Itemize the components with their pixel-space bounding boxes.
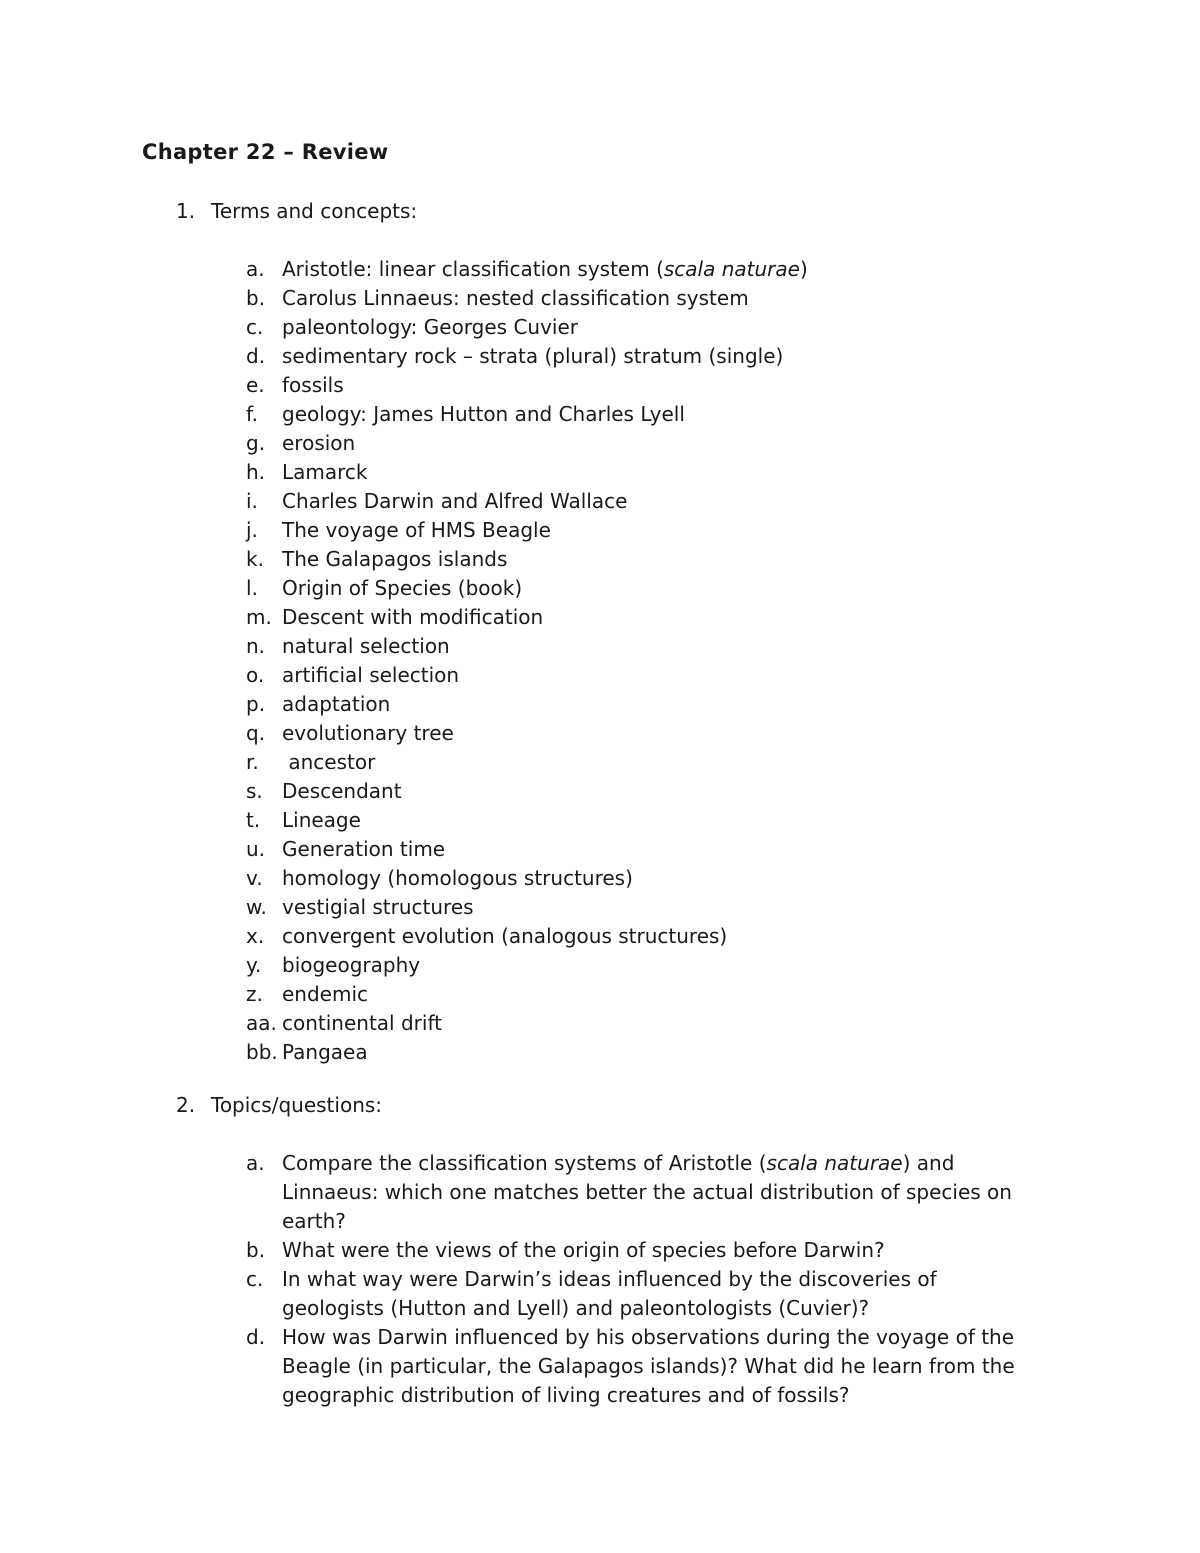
list-item — [246, 429, 1046, 458]
list-item — [246, 893, 1046, 922]
list-item-text: How was Darwin influenced by his observations during the voyage of the Beagle (in particular, the Galapagos islands)? What did he learn from the geographic distribution of living creatures and of fossils? — [282, 1325, 1015, 1407]
list-item — [246, 661, 1046, 690]
list-item-text: Descent with modification — [282, 605, 544, 629]
list-item-text: Lamarck — [282, 460, 368, 484]
list-item-text — [282, 1149, 1042, 1236]
list-item-label: d. — [246, 1325, 266, 1349]
list-item-label: z. — [246, 982, 263, 1006]
list-item — [246, 342, 1046, 371]
list-item-label: a. — [246, 1151, 265, 1175]
list-item — [246, 487, 1046, 516]
list-item-text: The Galapagos islands — [282, 547, 508, 571]
list-item-label: x. — [246, 924, 265, 948]
terms-list — [246, 255, 1046, 1067]
list-item — [246, 255, 1046, 284]
italic-term: scala naturae — [663, 257, 800, 281]
list-item-text: evolutionary tree — [282, 721, 454, 745]
section-heading-text: Terms and concepts: — [211, 199, 418, 223]
section-heading — [176, 197, 417, 226]
page-title: Chapter 22 – Review — [142, 140, 389, 164]
text-segment: Aristotle: linear classification system ( — [282, 257, 664, 281]
section-heading — [176, 1091, 382, 1120]
list-item — [246, 458, 1046, 487]
list-item-label: g. — [246, 431, 266, 455]
list-item — [246, 922, 1046, 951]
list-item — [246, 603, 1046, 632]
list-item — [246, 1236, 1046, 1265]
text-segment: ) and Linnaeus: which one matches better the actual distribution of species on earth? — [282, 1151, 1012, 1233]
list-item-text: fossils — [282, 373, 344, 397]
list-item-label: s. — [246, 779, 263, 803]
list-item-text: Origin of Species (book) — [282, 576, 523, 600]
list-item-label: b. — [246, 286, 266, 310]
list-item-label: i. — [246, 489, 258, 513]
list-item-label: aa. — [246, 1011, 277, 1035]
list-item — [246, 777, 1046, 806]
list-item-label: u. — [246, 837, 266, 861]
list-item — [246, 400, 1046, 429]
list-item — [246, 371, 1046, 400]
list-item — [246, 1038, 1046, 1067]
list-item-label: a. — [246, 257, 265, 281]
list-item-label: v. — [246, 866, 263, 890]
list-item-text: biogeography — [282, 953, 421, 977]
italic-term: scala naturae — [766, 1151, 903, 1175]
list-item-label: j. — [246, 518, 258, 542]
list-item-label: y. — [246, 953, 262, 977]
list-item-text: In what way were Darwin’s ideas influenced by the discoveries of geologists (Hutton and Lyell) and paleontologists (Cuvier)? — [282, 1267, 937, 1320]
list-item-text: ancestor — [282, 750, 376, 774]
list-item-text: Pangaea — [282, 1040, 368, 1064]
list-item-text: adaptation — [282, 692, 391, 716]
list-item-label: m. — [246, 605, 272, 629]
list-item — [246, 545, 1046, 574]
list-item — [246, 284, 1046, 313]
list-item-label: w. — [246, 895, 267, 919]
list-item-text: Generation time — [282, 837, 446, 861]
list-item — [246, 806, 1046, 835]
list-item — [246, 690, 1046, 719]
list-item — [246, 574, 1046, 603]
list-item — [246, 748, 1046, 777]
list-item — [246, 1323, 1046, 1410]
list-item-text: The voyage of HMS Beagle — [282, 518, 551, 542]
list-item-text: vestigial structures — [282, 895, 474, 919]
list-item-text: What were the views of the origin of species before Darwin? — [282, 1238, 885, 1262]
list-item — [246, 980, 1046, 1009]
list-item-label: bb. — [246, 1040, 278, 1064]
list-item-text: homology (homologous structures) — [282, 866, 633, 890]
list-item-text: Charles Darwin and Alfred Wallace — [282, 489, 628, 513]
list-item-text: sedimentary rock – strata (plural) stratum (single) — [282, 344, 784, 368]
list-item-text: Descendant — [282, 779, 402, 803]
list-item — [246, 1265, 1046, 1323]
section-number: 1. — [176, 199, 196, 223]
list-item-label: q. — [246, 721, 266, 745]
list-item-label: k. — [246, 547, 264, 571]
list-item-text — [282, 257, 808, 281]
list-item-label: d. — [246, 344, 266, 368]
list-item-text: continental drift — [282, 1011, 442, 1035]
list-item-text: geology: James Hutton and Charles Lyell — [282, 402, 685, 426]
list-item-label: l. — [246, 576, 258, 600]
list-item — [246, 632, 1046, 661]
list-item-label: e. — [246, 373, 265, 397]
list-item-text: paleontology: Georges Cuvier — [282, 315, 579, 339]
list-item — [246, 835, 1046, 864]
list-item — [246, 1149, 1046, 1236]
list-item-text: erosion — [282, 431, 356, 455]
list-item — [246, 719, 1046, 748]
list-item-text: Lineage — [282, 808, 361, 832]
list-item — [246, 951, 1046, 980]
list-item-label: n. — [246, 634, 266, 658]
list-item-text: Carolus Linnaeus: nested classification system — [282, 286, 749, 310]
list-item-label: f. — [246, 402, 258, 426]
list-item-label: t. — [246, 808, 261, 832]
list-item-text: endemic — [282, 982, 369, 1006]
list-item — [246, 1009, 1046, 1038]
list-item — [246, 313, 1046, 342]
list-item-label: r. — [246, 750, 259, 774]
text-segment: Compare the classification systems of Aristotle ( — [282, 1151, 767, 1175]
list-item — [246, 864, 1046, 893]
list-item-text: artificial selection — [282, 663, 460, 687]
list-item-label: p. — [246, 692, 266, 716]
topics-list — [246, 1149, 1046, 1410]
list-item-label: h. — [246, 460, 266, 484]
list-item-label: b. — [246, 1238, 266, 1262]
section-number: 2. — [176, 1093, 196, 1117]
list-item-label: c. — [246, 1267, 264, 1291]
text-segment: ) — [799, 257, 808, 281]
list-item-text: convergent evolution (analogous structures) — [282, 924, 728, 948]
list-item-label: o. — [246, 663, 265, 687]
list-item-text: natural selection — [282, 634, 450, 658]
section-heading-text: Topics/questions: — [211, 1093, 383, 1117]
list-item — [246, 516, 1046, 545]
list-item-label: c. — [246, 315, 264, 339]
